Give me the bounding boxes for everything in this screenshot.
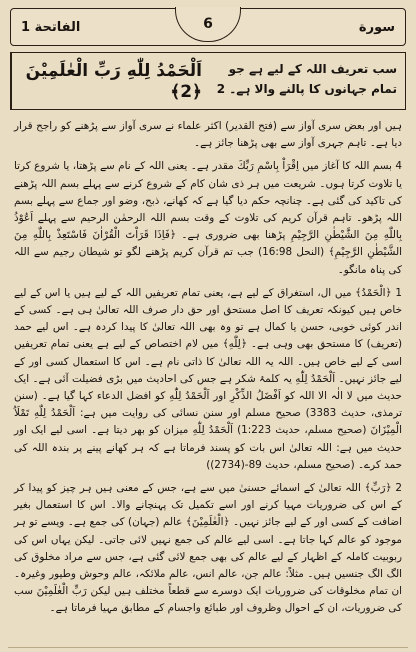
commentary xyxy=(10,118,406,618)
commentary-paragraph-1: ہیں اور بعض سری آواز سے (فتح القدیر) اکثر علماء نے سری آواز سے پڑھنے کو راجح قرار دیا ہے۔ تاہم جہری آواز سے بھی پڑھنا جائز ہے۔ xyxy=(14,120,402,150)
commentary-paragraph-4: 2 ﴿رَبِّ﴾ اللہ تعالیٰ کے اسمائے حسنیٰ میں سے ہے، جس کے معنی ہیں ہر چیز کو پیدا کر کے اس کی ضروریات مہیا کرنے اور اسے تکمیل تک پہنچانے والا۔ اس کا استعمال بغیر اضافت کے کسی اور کے لیے جائز نہیں۔ ﴿الْعٰلَمِيْنَ﴾ عالم (جہان) کی جمع ہے۔ ویسے تو ہر موجود کو عالم کہا جاتا ہے۔ اسی لیے عالم کی جمع نہیں لائی جاتی۔ لیکن یہاں اس کی ربوبیت کاملہ کے اظہار کے لیے عالم کی بھی جمع لائی گئی ہے، جس سے مراد مخلوق کی الگ الگ جنسیں ہیں۔ مثلاً: عالم جن، عالم انس، عالم ملائکہ، عالم وحوش وطیور وغیرہ۔ ان تمام مخلوقات کی ضروریات ایک دوسرے سے قطعاً مختلف ہیں لیکن رَبِّ الْعٰلَمِيْنَ سب کی ضروریات، ان کے احوال وظروف اور طبائع واجسام کے مطابق مہیا فرماتا ہے۔ xyxy=(14,482,402,615)
page-number: 6 xyxy=(175,7,241,42)
verse-translation: سب تعریف اللہ کے لیے ہے جو تمام جہانوں کا پالنے والا ہے۔ 2 xyxy=(216,62,397,96)
surah-label: سورة xyxy=(358,19,395,35)
surah-name: الفاتحة 1 xyxy=(21,19,81,35)
verse-arabic: اَلْحَمْدُ لِلّٰهِ رَبِّ الْعٰلَمِيْنَ ﴿2﴾ xyxy=(11,53,206,109)
footer-rule xyxy=(8,647,408,648)
page-header xyxy=(10,8,406,46)
commentary-paragraph-3: 1 ﴿الْحَمْدُ﴾ میں ال، استغراق کے لیے ہے، یعنی تمام تعریفیں اللہ کے لیے ہیں یا اس کے لیے خاص ہیں کیونکہ تعریف کا اصل مستحق اور حق دار صرف اللہ تعالیٰ ہی ہے۔ کسی کے اندر کوئی خوبی، حسن یا کمال ہے تو وہ بھی اللہ تعالیٰ کا پیدا کردہ ہے۔ اس لیے حمد (تعریف) کا مستحق بھی وہی ہے۔ ﴿لِلّٰهِ﴾ میں لام اختصاص کے لیے ہے یعنی تمام تعریفیں اسی کے لیے خاص ہیں۔ اللہ یہ اللہ تعالیٰ کا ذاتی نام ہے۔ اس کا استعمال کسی اور کے لیے جائز نہیں۔ اَلْحَمْدُ لِلّٰهِ یہ کلمۂ شکر ہے جس کی احادیث میں بڑی فضیلت آئی ہے۔ ایک حدیث میں لا الٰہ الا اللہ کو اَفْضَلُ الذِّكْرِ اور اَلْحَمْدُ لِلّٰهِ کو افضل الدعاء کہا گیا ہے۔ (سنن ترمذی، حدیث 3383) صحیح مسلم اور سنن نسائی کی روایت میں ہے: اَلْحَمْدُ لِلّٰهِ تَمْلَاُ الْمِيْزَانَ (صحیح مسلم، حدیث 1:223) اَلْحَمْدُ لِلّٰهِ میزان کو بھر دیتا ہے۔ اسی لیے ایک اور حدیث میں ہے: اللہ تعالیٰ اس بات کو پسند فرماتا ہے کہ ہر کھانے پینے پر بندہ اللہ کی حمد کرے۔ (صحیح مسلم، حدیث 89-(2734)) xyxy=(14,286,402,471)
verse-box xyxy=(10,52,406,110)
commentary-paragraph-2: 4 بسم اللہ کا آغاز میں اِقْرَاْ بِاسْمِ رَبِّكَ مقدر ہے۔ یعنی اللہ کے نام سے پڑھتا، یا شروع کرتا یا تلاوت کرتا ہوں۔ شریعت میں ہر ذی شان کام کے شروع کرنے سے پہلے بسم اللہ پڑھنے کی تاکید کی گئی ہے۔ چنانچہ حکم دیا گیا ہے کہ کھانے، ذبح، وضو اور جماع سے پہلے بسم اللہ پڑھو۔ تاہم قرآن کریم کی تلاوت کے وقت بسم اللہ الرحمٰن الرحیم سے پہلے اَعُوْذُ بِاللّٰهِ مِنَ الشَّيْطٰنِ الرَّجِيْمِ پڑھنا بھی ضروری ہے۔ ﴿فَاِذَا قَرَاْتَ الْقُرْاٰنَ فَاسْتَعِذْ بِاللّٰهِ مِنَ الشَّيْطٰنِ الرَّجِيْمِ﴾ (النحل 16:98) جب تم قرآن کریم پڑھنے لگو تو شیطان رجیم سے اللہ کی پناہ مانگو۔ xyxy=(14,160,403,276)
